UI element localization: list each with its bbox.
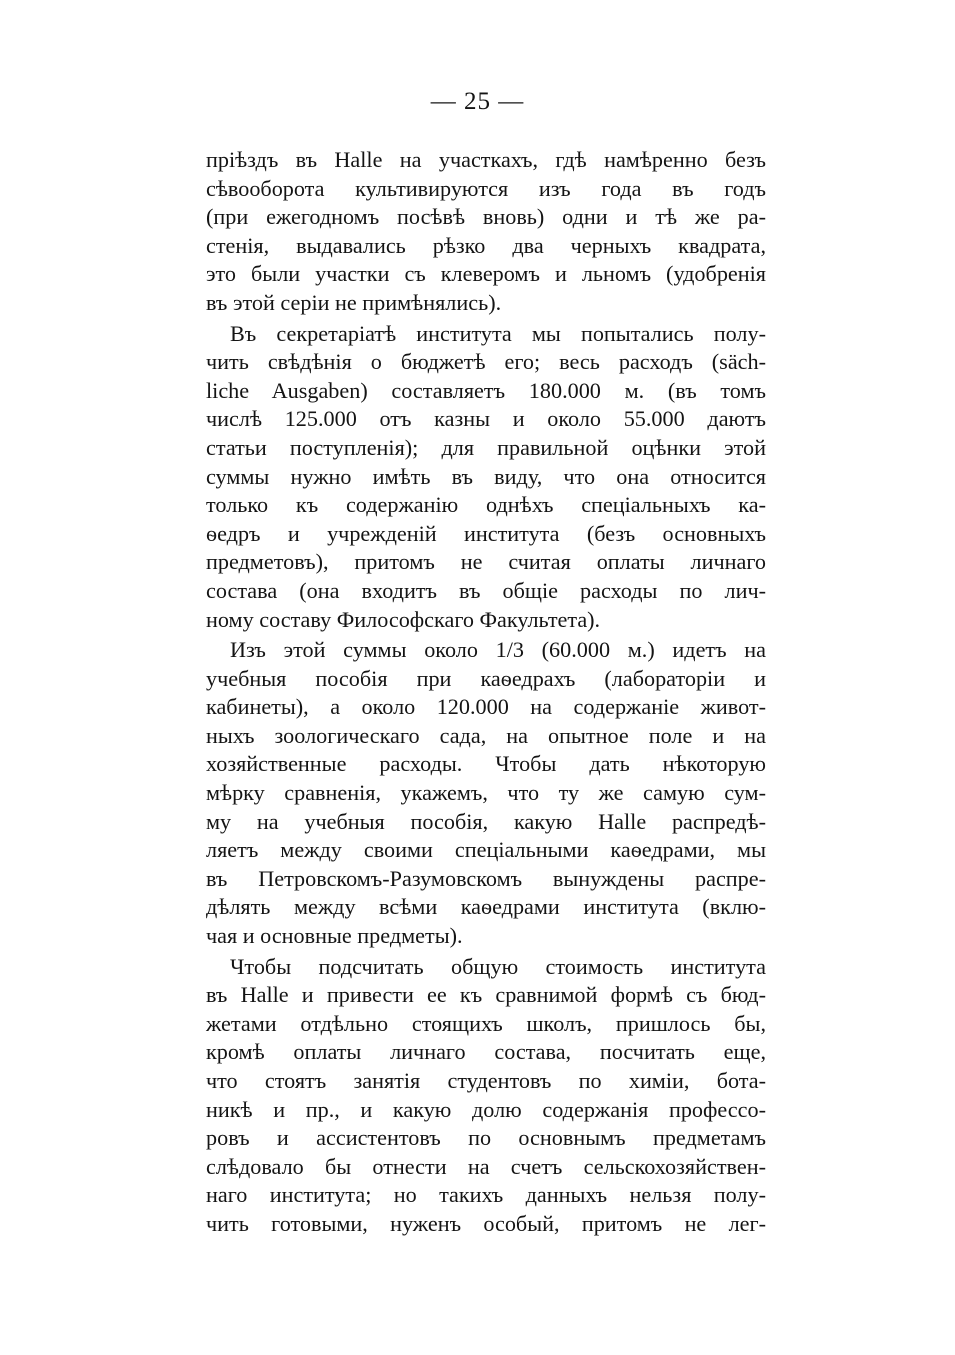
text-line: сѣвооборота культивируются изъ года въ годъ [206,175,766,201]
text-line: наго института; но такихъ данныхъ нельзя полу- [206,1182,766,1208]
text-line: ѳедръ и учрежденiй института (безъ основныхъ [206,520,766,546]
text-line: чить свѣдѣнiя о бюджетѣ его; весь расходъ (säch- [206,349,766,375]
text-line: слѣдовало бы отнести на счетъ сельскохозяйствен- [206,1153,766,1179]
text-line: въ этой серiи не примѣнялись). [206,289,502,315]
text-line: ному составу Философскаго Факультета). [206,606,601,632]
text-line: предметовъ), притомъ не считая оплаты личнаго [206,549,766,575]
paragraph-2 [206,320,766,635]
text-line: это были участки съ клеверомъ и льномъ (удобренiя [206,261,766,287]
text-line: что стоятъ занятiя студентовъ по химiи, бота- [206,1068,766,1093]
text-line: ныхъ зоологическаго сада, на опытное поле и на [206,722,766,748]
paragraph-1 [206,146,766,318]
text-line: въ Halle и привести ее къ сравнимой формѣ съ бюд- [206,982,766,1008]
text-line: му на учебныя пособiя, какую Halle распредѣ- [206,808,766,834]
text-line: учебныя пособiя при каѳедрахъ (лабораторiи и [206,665,766,691]
text-line: въ Петровскомъ-Разумовскомъ вынуждены распре- [206,865,766,891]
text-line: хозяйственные расходы. Чтобы дать нѣкоторую [206,751,766,777]
text-line: Изъ этой суммы около 1/3 (60.000 м.) идетъ на [230,637,766,663]
page-number: — 25 — [430,88,525,115]
text-line: суммы нужно имѣть въ виду, что она относится [206,463,766,489]
text-line: Чтобы подсчитать общую стоимость института [230,953,766,979]
body-text [206,146,766,1239]
text-line: статьи поступленiя); для правильной оцѣнки этой [206,434,766,460]
text-line: ровъ и ассистентовъ по основнымъ предметамъ [206,1125,766,1151]
text-line: стенiя, выдавались рѣзко два черныхъ квадрата, [206,232,766,258]
text-line: кромѣ оплаты личнаго состава, посчитать еще, [206,1039,766,1065]
text-line: чить готовыми, нуженъ особый, притомъ не лег- [206,1210,766,1236]
text-line: дѣлять между всѣми каѳедрами института (вклю- [206,894,766,920]
text-line: кабинеты), а около 120.000 на содержанiе живот- [206,694,766,720]
text-line: только къ содержанiю однѣхъ спецiальныхъ ка- [206,492,766,518]
text-line: никѣ и пр., и какую долю содержанiя профессо- [206,1096,766,1122]
text-line: состава (она входитъ въ общiе расходы по лич- [206,577,766,603]
text-line: (при ежегодномъ посѣвѣ вновь) одни и тѣ же ра- [206,204,766,230]
text-line: чая и основные предметы). [206,923,463,949]
text-line: мѣрку сравненiя, укажемъ, что ту же самую сум- [206,780,766,806]
paragraph-3 [206,636,766,951]
text-line: прiѣздъ въ Halle на участкахъ, гдѣ намѣренно безъ [206,147,766,172]
text-line: liche Ausgaben) составляетъ 180.000 м. (въ томъ [206,377,766,403]
text-line: числѣ 125.000 отъ казны и около 55.000 даютъ [206,406,766,432]
paragraph-4 [206,953,766,1239]
text-line: Въ секретарiатѣ института мы попытались полу- [230,320,766,346]
text-line: жетами отдѣльно стоящихъ школъ, пришлось бы, [206,1010,766,1036]
text-line: ляетъ между своими спецiальными каѳедрами, мы [206,837,766,863]
